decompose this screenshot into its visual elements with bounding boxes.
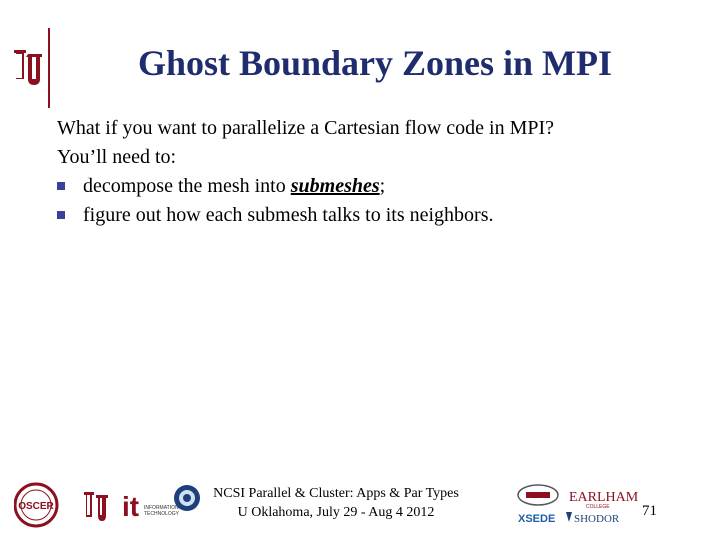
svg-text:it: it xyxy=(122,491,140,522)
ou-footer-logo-icon xyxy=(84,492,108,521)
bullet-square-icon xyxy=(57,182,65,190)
bullet-square-icon xyxy=(57,211,65,219)
slide-footer xyxy=(205,484,467,522)
ut-logo-icon xyxy=(518,485,558,505)
shodor-logo-text: SHODOR xyxy=(574,513,620,525)
page-number: 71 xyxy=(642,503,657,519)
slide-body xyxy=(57,114,554,230)
footer-line-1: NCSI Parallel & Cluster: Apps & Par Types xyxy=(213,486,459,501)
svg-text:TECHNOLOGY: TECHNOLOGY xyxy=(144,511,180,517)
earlham-college-text: COLLEGE xyxy=(586,504,610,510)
bullet-1-suffix: ; xyxy=(379,175,386,197)
svg-text:INFORMATION: INFORMATION xyxy=(144,505,179,511)
earlham-logo-text: EARLHAM xyxy=(569,490,638,505)
footer-right-logos xyxy=(516,482,638,528)
it-logo-icon xyxy=(122,491,180,522)
title-divider-line xyxy=(48,28,50,108)
intro-line-1: What if you want to parallelize a Cartesian flow code in MPI? xyxy=(57,117,555,139)
footer-left-logos xyxy=(14,480,204,530)
svg-text:OSCER: OSCER xyxy=(18,501,54,512)
oscer-logo-icon xyxy=(15,484,57,526)
bullet-2-text: figure out how each submesh talks to its neighbors. xyxy=(83,204,494,226)
bullet-item-1 xyxy=(57,172,554,201)
shodor-shield-icon xyxy=(566,512,572,522)
xsede-logo-text: XSEDE xyxy=(518,513,556,525)
intro-line-2: You’ll need to: xyxy=(57,146,177,168)
bullet-1-text: decompose the mesh into xyxy=(83,175,291,197)
ncsi-seal-icon xyxy=(174,485,200,511)
ou-logo-icon xyxy=(12,46,46,88)
slide-title: Ghost Boundary Zones in MPI xyxy=(137,43,613,83)
bullet-1-emphasis: submeshes xyxy=(290,175,380,197)
bullet-item-2 xyxy=(57,201,554,230)
footer-line-2: U Oklahoma, July 29 - Aug 4 2012 xyxy=(237,505,435,520)
